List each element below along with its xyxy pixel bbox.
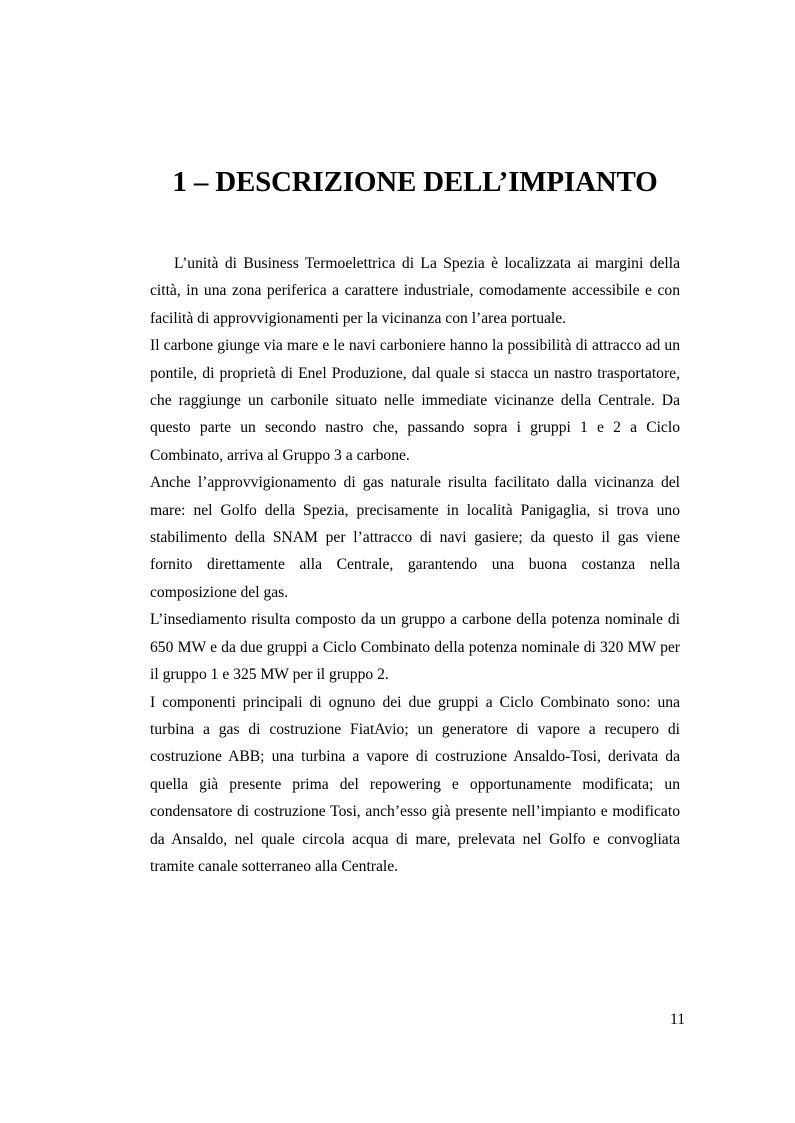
paragraph-coal-supply: Il carbone giunge via mare e le navi carboniere hanno la possibilità di attracco ad un pontile, di proprietà di Enel Produzione, dal quale si stacca un nastro trasportatore, che raggiunge un carbonile situato nelle immediate vicinanze della Centrale. Da questo parte un secondo nastro che, passando sopra i gruppi 1 e 2 a Ciclo Combinato, arriva al Gruppo 3 a carbone. xyxy=(150,337,680,464)
body-text xyxy=(150,250,680,880)
chapter-title: 1 – DESCRIZIONE DELL’IMPIANTO xyxy=(172,166,658,198)
paragraph-components: I componenti principali di ognuno dei due gruppi a Ciclo Combinato sono: una turbina a gas di costruzione FiatAvio; un generatore di vapore a recupero di costruzione ABB; una turbina a vapore di costruzione Ansaldo-Tosi, derivata da quella già presente prima del repowering e opportunamente modificata; un condensatore di costruzione Tosi, anch’esso già presente nell’impianto e modificato da Ansaldo, nel quale circola acqua di mare, prelevata nel Golfo e convogliata tramite canale sotterraneo alla Centrale. xyxy=(150,693,680,875)
paragraph-intro: L’unità di Business Termoelettrica di La Spezia è localizzata ai margini della città, in una zona periferica a carattere industriale, comodamente accessibile e con facilità di approvvigionamenti per la vicinanza con l’area portuale. xyxy=(150,255,680,327)
paragraph-plant-composition: L’insediamento risulta composto da un gruppo a carbone della potenza nominale di 650 MW e da due gruppi a Ciclo Combinato della potenza nominale di 320 MW per il gruppo 1 e 325 MW per il gruppo 2. xyxy=(150,611,680,684)
page-number: 11 xyxy=(669,1011,685,1028)
paragraph-gas-supply: Anche l’approvvigionamento di gas naturale risulta facilitato dalla vicinanza del mare: nel Golfo della Spezia, precisamente in località Panigaglia, si trova uno stabilimento della SNAM per l’attracco di navi gasiere; da questo il gas viene fornito direttamente alla Centrale, garantendo una buona costanza nella composizione del gas. xyxy=(150,474,680,601)
